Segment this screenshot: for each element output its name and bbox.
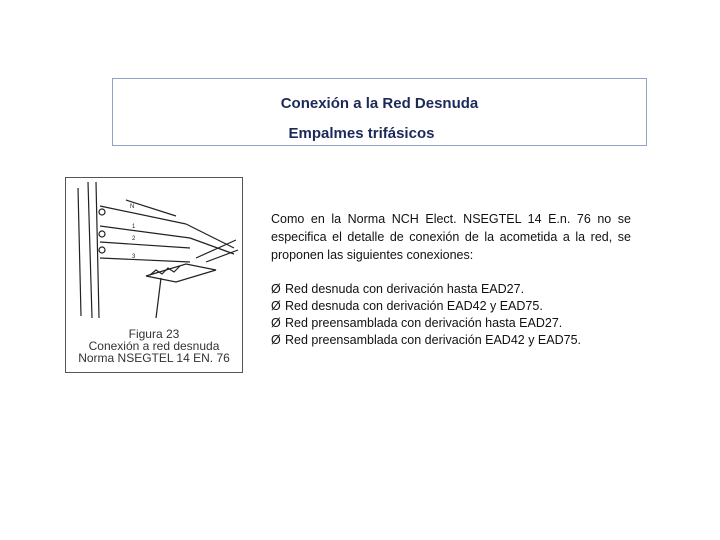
page-subtitle: Empalmes trifásicos	[288, 125, 435, 142]
figure-caption-description: Conexión a red desnuda	[88, 339, 220, 353]
pole-diagram	[66, 178, 242, 326]
figure-caption-number: Figura 23	[128, 327, 180, 341]
arrow-bullet-icon: Ø	[271, 282, 281, 296]
svg-text:1: 1	[132, 224, 136, 230]
title-box	[112, 78, 647, 146]
list-item-text: Red preensamblada con derivación hasta EAD27.	[285, 316, 563, 330]
svg-text:N: N	[130, 204, 135, 210]
list-item-text: Red preensamblada con derivación EAD42 y EAD75.	[285, 333, 582, 347]
intro-paragraph: Como en la Norma NCH Elect. NSEGTEL 14 E.n. 76 no se especifica el detalle de conexión de la acometida a la red, se proponen las siguientes conexiones:	[271, 212, 631, 262]
list-item	[271, 298, 651, 315]
figure-caption-norm: Norma NSEGTEL 14 EN. 76	[78, 351, 230, 365]
figure-23	[65, 177, 243, 373]
list-item-text: Red desnuda con derivación EAD42 y EAD75.	[285, 299, 543, 313]
arrow-bullet-icon: Ø	[271, 299, 281, 313]
list-item	[271, 281, 651, 298]
list-item	[271, 315, 651, 332]
list-item	[271, 332, 651, 349]
svg-text:2: 2	[132, 236, 136, 242]
page-title: Conexión a la Red Desnuda	[280, 95, 479, 112]
svg-text:3: 3	[132, 254, 136, 260]
arrow-bullet-icon: Ø	[271, 316, 281, 330]
arrow-bullet-icon: Ø	[271, 333, 281, 347]
list-item-text: Red desnuda con derivación hasta EAD27.	[285, 282, 525, 296]
connection-list	[271, 281, 651, 349]
